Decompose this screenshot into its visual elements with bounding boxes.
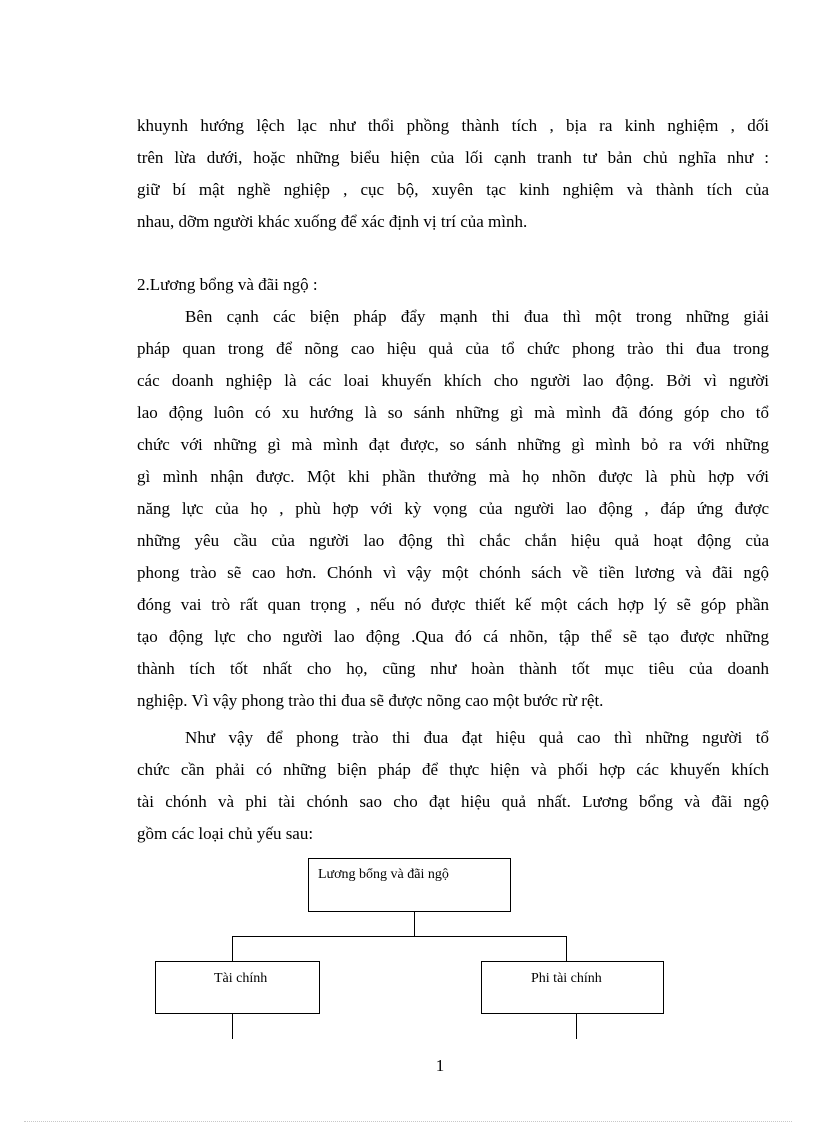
diagram-right-box bbox=[481, 961, 664, 1014]
paragraph-2-line: những yêu cầu của người lao động thì chắc chắn hiệu quả hoạt động của bbox=[137, 531, 769, 550]
paragraph-1-line: nhau, dỡm người khác xuống để xác định vị trí của mình. bbox=[137, 212, 528, 231]
paragraph-2-line: gì mình nhận được. Một khi phần thưởng mà họ nhõn được là phù hợp với bbox=[137, 467, 769, 486]
diagram-connector-right-continue bbox=[576, 1014, 577, 1039]
paragraph-2-line: tạo động lực cho người lao động .Qua đó cá nhõn, tập thể sẽ tạo được những bbox=[137, 627, 769, 646]
paragraph-2-line: năng lực của họ , phù hợp với kỳ vọng của người lao động , đáp ứng được bbox=[137, 499, 769, 518]
paragraph-3-line: Như vậy để phong trào thi đua đạt hiệu quả cao thì những người tổ bbox=[185, 728, 769, 747]
paragraph-3-line: tài chónh và phi tài chónh sao cho đạt hiệu quả nhất. Lương bổng và đãi ngộ bbox=[137, 792, 769, 811]
diagram-right-label: Phi tài chính bbox=[531, 971, 602, 986]
paragraph-2-line: nghiệp. Vì vậy phong trào thi đua sẽ được nõng cao một bước rừ rệt. bbox=[137, 691, 604, 710]
paragraph-2-line: các doanh nghiệp là các loai khuyến khích cho người lao động. Bởi vì người bbox=[137, 371, 769, 390]
diagram-connector-root-down bbox=[414, 912, 415, 936]
diagram-connector-right-down bbox=[566, 936, 567, 961]
page-bottom-divider bbox=[24, 1121, 792, 1122]
diagram-root-label: Lương bổng và đãi ngộ bbox=[318, 867, 449, 882]
paragraph-1-line: khuynh hướng lệch lạc như thổi phồng thành tích , bịa ra kinh nghiệm , dối bbox=[137, 116, 769, 135]
paragraph-2-line: đóng vai trò rất quan trọng , nếu nó được thiết kế một cách hợp lý sẽ góp phần bbox=[137, 595, 769, 614]
paragraph-2-line: thành tích tốt nhất cho họ, cũng như hoàn thành tốt mục tiêu của doanh bbox=[137, 659, 769, 678]
paragraph-1-line: giữ bí mật nghề nghiệp , cục bộ, xuyên tạc kinh nghiệm và thành tích của bbox=[137, 180, 769, 199]
paragraph-2-line: phong trào sẽ cao hơn. Chónh vì vậy một chónh sách về tiền lương và đãi ngộ bbox=[137, 563, 769, 582]
diagram-left-box bbox=[155, 961, 320, 1014]
diagram-root-box bbox=[308, 858, 511, 912]
paragraph-2-line: pháp quan trong để nõng cao hiệu quả của tổ chức phong trào thi đua trong bbox=[137, 339, 769, 358]
diagram-connector-horizontal bbox=[232, 936, 567, 937]
paragraph-2-line: Bên cạnh các biện pháp đẩy mạnh thi đua thì một trong những giải bbox=[185, 307, 769, 326]
paragraph-3-line: chức cần phải có những biện pháp để thực hiện và phối hợp các khuyến khích bbox=[137, 760, 769, 779]
paragraph-3-line: gồm các loại chủ yếu sau: bbox=[137, 824, 314, 843]
section-heading: 2.Lương bổng và đãi ngộ : bbox=[137, 275, 318, 294]
paragraph-2-line: lao động luôn có xu hướng là so sánh những gì mà mình đã đóng góp cho tổ bbox=[137, 403, 769, 422]
diagram-left-label: Tài chính bbox=[214, 971, 268, 986]
page-number: 1 bbox=[435, 1056, 445, 1075]
paragraph-2-line: chức với những gì mà mình đạt được, so sánh những gì mình bỏ ra với những bbox=[137, 435, 769, 454]
diagram-connector-left-continue bbox=[232, 1014, 233, 1039]
diagram-connector-left-down bbox=[232, 936, 233, 961]
paragraph-1-line: trên lừa dưới, hoặc những biểu hiện của lối cạnh tranh tư bản chủ nghĩa như : bbox=[137, 148, 769, 167]
